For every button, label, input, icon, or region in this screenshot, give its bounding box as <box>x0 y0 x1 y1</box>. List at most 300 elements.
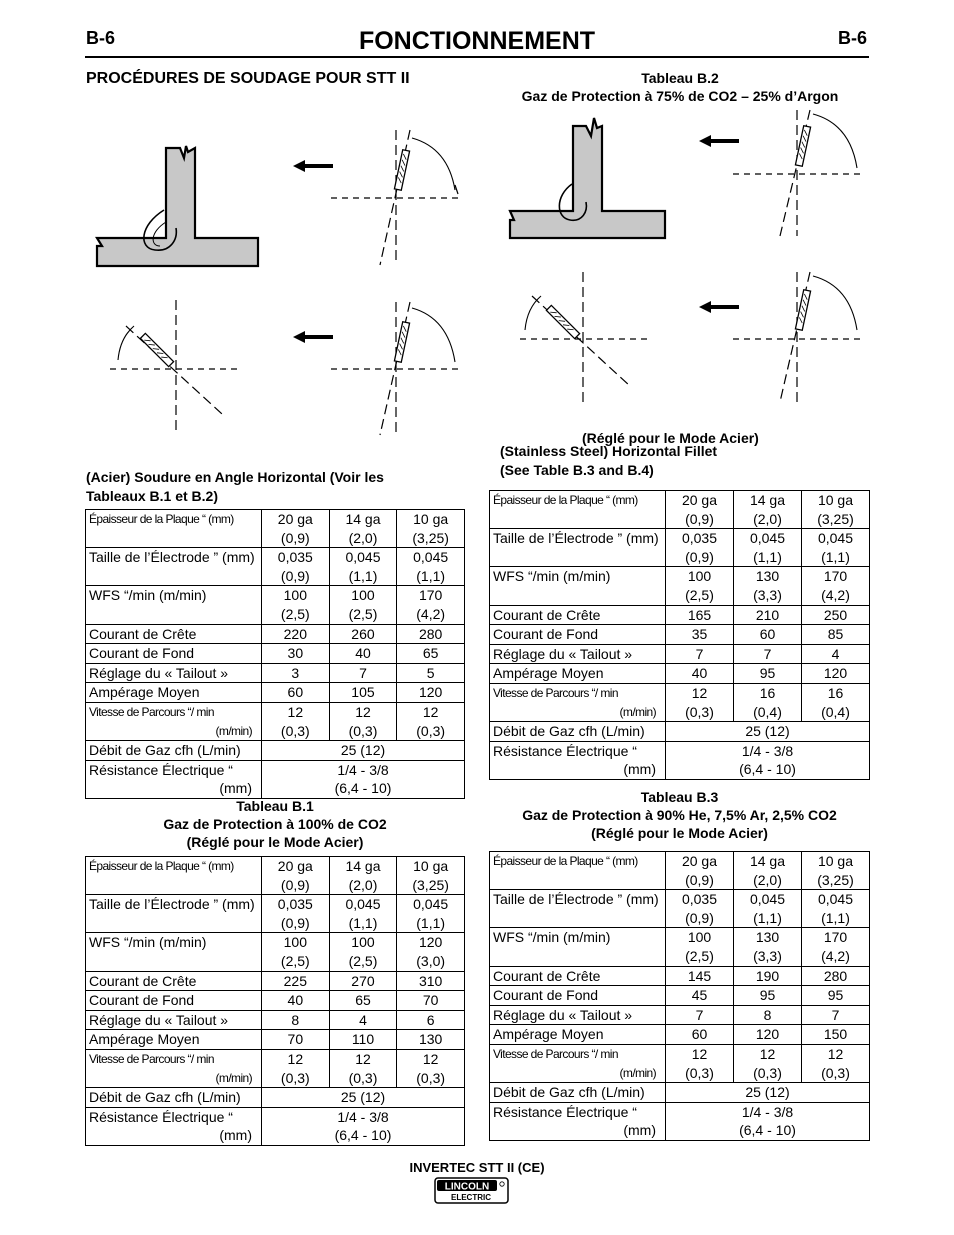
row-label-gas-line1: Débit de Gaz cfh (L/min) <box>89 742 241 759</box>
electrode-value-0 <box>666 890 734 928</box>
travel-value-1-line1: 12 <box>355 703 371 720</box>
table-row <box>86 857 465 895</box>
avg-value-1 <box>734 664 802 684</box>
travel-value-0-line2: (0,3) <box>685 703 714 720</box>
table-row <box>490 852 870 890</box>
electrode-value-0 <box>262 548 330 586</box>
tailout-value-1 <box>329 1010 397 1030</box>
electrode-value-2-line1: 0,045 <box>413 896 449 913</box>
table-row <box>490 644 870 664</box>
wfs-value-2 <box>802 928 870 966</box>
travel-arrow-icon <box>293 331 333 343</box>
travel-value-2-line2: (0,3) <box>416 1069 446 1086</box>
travel-value-0-line1: 12 <box>287 703 304 720</box>
wfs-value-2 <box>397 586 465 624</box>
caption-b3-line1: Tableau B.3 <box>640 789 719 805</box>
gun-angle-diagram-1 <box>331 130 458 265</box>
background-value-1 <box>329 991 397 1011</box>
table-row <box>490 722 870 742</box>
gun-angle-diagram-5 <box>520 272 650 402</box>
table-row <box>490 741 870 779</box>
col-header-0 <box>666 852 734 890</box>
stickout-value-line2: (6,4 - 10) <box>739 761 796 778</box>
peak-value-0 <box>262 624 330 644</box>
electrode-value-0-line1: 0,035 <box>277 896 313 913</box>
stickout-value-line2: (6,4 - 10) <box>334 1127 392 1144</box>
wfs-value-1 <box>734 928 802 966</box>
row-label-travel-line2: (m/min) <box>215 1070 252 1085</box>
wfs-value-0-line2: (2,5) <box>685 947 714 964</box>
wfs-value-2-line2: (3,0) <box>416 952 446 969</box>
col-header-2 <box>397 857 465 895</box>
wfs-value-0-line1: 100 <box>283 934 307 951</box>
gas-value <box>262 741 465 761</box>
electrode-value-0-line2: (0,9) <box>685 909 714 926</box>
tailout-value-0 <box>262 1010 330 1030</box>
background-value-1 <box>734 625 802 645</box>
row-label-travel-line1: Vitesse de Parcours “/ min <box>89 1051 214 1066</box>
wfs-value-0 <box>262 586 330 624</box>
col-header-2-line1: 10 ga <box>413 858 449 874</box>
wfs-value-0-line1: 100 <box>687 929 712 946</box>
travel-value-2-line2: (0,3) <box>416 722 446 739</box>
peak-value-0 <box>666 966 734 986</box>
travel-value-1 <box>329 1049 397 1087</box>
tailout-value-2-line1: 7 <box>831 1006 840 1023</box>
col-header-1 <box>329 510 397 548</box>
caption-b1-line1: Tableau B.1 <box>236 798 314 814</box>
peak-value-1 <box>734 605 802 625</box>
table-row <box>490 890 870 928</box>
gas-value-line1: 25 (12) <box>745 1084 790 1101</box>
electrode-value-1-line2: (1,1) <box>348 914 378 931</box>
row-label-peak <box>86 971 262 991</box>
travel-value-0 <box>666 1044 734 1082</box>
electrode-value-1-line1: 0,045 <box>345 896 381 913</box>
wfs-value-2-line1: 170 <box>418 587 443 604</box>
table-row <box>490 529 870 567</box>
row-label-gas-line1: Débit de Gaz cfh (L/min) <box>493 1084 645 1101</box>
row-label-thickness <box>490 491 666 529</box>
electrode-value-2 <box>802 890 870 928</box>
row-label-travel <box>490 683 666 721</box>
table-row <box>86 1088 465 1108</box>
background-value-0-line1: 30 <box>287 645 304 662</box>
col-header-1-line1: 14 ga <box>749 853 786 869</box>
avg-value-1-line1: 95 <box>759 665 776 682</box>
table-row <box>490 1102 870 1140</box>
travel-value-2-line1: 16 <box>827 684 844 701</box>
wfs-value-1-line2: (3,3) <box>753 586 782 603</box>
row-label-wfs <box>490 567 666 605</box>
tailout-value-2-line1: 6 <box>426 1011 435 1028</box>
travel-value-0-line2: (0,3) <box>280 1069 310 1086</box>
table-row <box>490 1025 870 1045</box>
col-header-0-line2: (0,9) <box>685 510 714 527</box>
wfs-value-0-line1: 100 <box>687 568 712 585</box>
table-row <box>86 971 465 991</box>
electrode-value-0-line2: (0,9) <box>280 567 310 584</box>
footer-model: INVERTEC STT II (CE) <box>409 1160 545 1175</box>
stickout-value-line1: 1/4 - 3/8 <box>741 742 794 759</box>
avg-value-1 <box>329 683 397 703</box>
row-label-peak <box>490 605 666 625</box>
table-row <box>490 664 870 684</box>
peak-value-2 <box>802 966 870 986</box>
wfs-value-1-line1: 130 <box>755 568 780 585</box>
travel-value-0 <box>262 702 330 740</box>
row-label-avg <box>490 1025 666 1045</box>
col-header-0 <box>262 857 330 895</box>
settings-table-1 <box>85 509 465 799</box>
background-value-2 <box>802 986 870 1006</box>
gas-value <box>666 722 870 742</box>
electrode-value-2-line2: (1,1) <box>416 567 446 584</box>
table-row <box>86 1030 465 1050</box>
tailout-value-2-line1: 4 <box>831 645 840 662</box>
gas-value-line1: 25 (12) <box>340 1089 386 1106</box>
row-label-gas <box>490 722 666 742</box>
travel-arrow-icon <box>699 135 739 147</box>
row-label-thickness-line1: Épaisseur de la Plaque “ (mm) <box>493 854 638 868</box>
tee-joint-left <box>97 146 258 266</box>
wfs-value-1-line1: 130 <box>755 929 780 946</box>
electrode-value-2-line1: 0,045 <box>413 549 449 566</box>
travel-value-1-line2: (0,3) <box>348 722 378 739</box>
row-label-stickout <box>86 760 262 798</box>
col-header-0 <box>262 510 330 548</box>
row-label-gas <box>86 1088 262 1108</box>
stickout-value-line2: (6,4 - 10) <box>334 780 392 797</box>
table-row <box>490 928 870 966</box>
avg-value-1-line1: 110 <box>351 1031 375 1048</box>
row-label-gas <box>86 741 262 761</box>
col-header-2-line2: (3,25) <box>412 876 449 893</box>
avg-value-2 <box>397 683 465 703</box>
table-row <box>86 702 465 740</box>
avg-value-2-line1: 120 <box>823 665 848 682</box>
peak-value-1-line1: 270 <box>351 972 375 989</box>
col-header-0-line1: 20 ga <box>277 858 313 874</box>
tailout-value-2 <box>397 663 465 683</box>
peak-value-1 <box>734 966 802 986</box>
settings-table-2 <box>85 856 465 1146</box>
travel-value-1-line1: 16 <box>759 684 776 701</box>
row-label-stickout-line1: Résistance Électrique “ <box>89 1108 233 1125</box>
tailout-value-1-line1: 4 <box>359 1011 367 1028</box>
travel-value-2-line2: (0,3) <box>821 1064 850 1081</box>
row-label-background-line1: Courant de Fond <box>89 645 195 662</box>
gun-angle-diagram-6 <box>733 272 860 402</box>
gas-value-line1: 25 (12) <box>340 742 386 759</box>
tailout-value-0-line1: 3 <box>291 664 300 681</box>
col-header-1-line2: (2,0) <box>348 876 378 893</box>
electrode-value-2 <box>397 895 465 933</box>
peak-value-1-line1: 210 <box>755 606 780 623</box>
row-label-stickout-line2: (mm) <box>219 1127 252 1144</box>
page-code-left: B-6 <box>86 28 116 48</box>
col-header-2 <box>802 491 870 529</box>
background-value-1-line1: 60 <box>759 626 776 643</box>
lincoln-electric-logo <box>434 1177 509 1204</box>
table-row <box>86 624 465 644</box>
caption-b1-line3: (Réglé pour le Mode Acier) <box>186 834 364 850</box>
caption-left-line2: Tableaux B.1 et B.2) <box>86 488 219 504</box>
travel-value-0-line1: 12 <box>691 684 708 701</box>
row-label-background-line1: Courant de Fond <box>493 626 599 643</box>
row-label-avg-line1: Ampérage Moyen <box>89 684 200 701</box>
wfs-value-2-line2: (4,2) <box>416 605 446 622</box>
row-label-travel <box>86 702 262 740</box>
row-label-stickout-line1: Résistance Électrique “ <box>493 742 637 759</box>
tailout-value-2 <box>802 1005 870 1025</box>
electrode-value-0-line2: (0,9) <box>685 548 714 565</box>
electrode-value-0-line2: (0,9) <box>280 914 310 931</box>
wfs-value-2-line2: (4,2) <box>821 586 850 603</box>
travel-value-1 <box>734 1044 802 1082</box>
row-label-stickout-line2: (mm) <box>623 761 656 778</box>
row-label-electrode-line1: Taille de l’Électrode ” (mm) <box>493 891 659 908</box>
tee-joint-right <box>510 118 665 238</box>
tailout-value-0-line1: 8 <box>291 1011 300 1028</box>
avg-value-2-line1: 150 <box>823 1026 848 1043</box>
row-label-peak <box>86 624 262 644</box>
travel-value-1-line2: (0,3) <box>753 1064 782 1081</box>
electrode-value-1 <box>329 548 397 586</box>
col-header-0-line1: 20 ga <box>681 853 718 869</box>
col-header-1-line1: 14 ga <box>749 492 786 508</box>
background-value-0 <box>262 991 330 1011</box>
stickout-value-line2: (6,4 - 10) <box>739 1122 796 1139</box>
caption-right-line2: (See Table B.3 and B.4) <box>500 462 654 478</box>
table-row <box>490 683 870 721</box>
background-value-2-line1: 70 <box>422 992 439 1009</box>
row-label-travel <box>86 1049 262 1087</box>
background-value-2 <box>397 644 465 664</box>
logo-bottom-text: ELECTRIC <box>451 1193 491 1202</box>
row-label-travel-line1: Vitesse de Parcours “/ min <box>493 685 618 700</box>
travel-value-1-line2: (0,3) <box>348 1069 378 1086</box>
electrode-value-2-line1: 0,045 <box>817 530 854 547</box>
tailout-value-2 <box>397 1010 465 1030</box>
table-row <box>86 644 465 664</box>
wfs-value-1-line2: (2,5) <box>348 952 378 969</box>
col-header-0 <box>666 491 734 529</box>
background-value-0-line1: 35 <box>691 626 708 643</box>
caption-right-line1: (Stainless Steel) Horizontal Fillet <box>500 443 718 459</box>
row-label-peak <box>490 966 666 986</box>
background-value-1 <box>734 986 802 1006</box>
wfs-value-2-line2: (4,2) <box>821 947 850 964</box>
background-value-2-line1: 95 <box>827 987 844 1004</box>
table-row <box>490 966 870 986</box>
table-row <box>86 1049 465 1087</box>
col-header-1 <box>329 857 397 895</box>
travel-value-1 <box>734 683 802 721</box>
gun-angle-diagram-3 <box>331 302 458 435</box>
wfs-value-0-line2: (2,5) <box>685 586 714 603</box>
table-row <box>490 1005 870 1025</box>
electrode-value-0-line1: 0,035 <box>277 549 313 566</box>
row-label-wfs <box>86 586 262 624</box>
electrode-value-0 <box>666 529 734 567</box>
table-row <box>86 933 465 971</box>
gun-angle-diagram-2 <box>110 300 240 435</box>
caption-table-b3 <box>489 788 870 842</box>
wfs-value-0 <box>666 928 734 966</box>
row-label-travel <box>490 1044 666 1082</box>
electrode-value-2-line2: (1,1) <box>416 914 446 931</box>
row-label-travel-line2: (m/min) <box>215 723 252 738</box>
caption-table-b1 <box>85 797 465 851</box>
electrode-value-1-line2: (1,1) <box>753 909 782 926</box>
col-header-0-line1: 20 ga <box>681 492 718 508</box>
avg-value-0 <box>666 664 734 684</box>
row-label-electrode <box>86 548 262 586</box>
wfs-value-2-line1: 120 <box>418 934 443 951</box>
avg-value-1 <box>734 1025 802 1045</box>
row-label-thickness <box>86 510 262 548</box>
electrode-value-1 <box>734 890 802 928</box>
electrode-value-1-line1: 0,045 <box>749 891 786 908</box>
peak-value-0-line1: 145 <box>687 967 712 984</box>
row-label-tailout <box>490 1005 666 1025</box>
row-label-gas-line1: Débit de Gaz cfh (L/min) <box>89 1089 241 1106</box>
stickout-value-line1: 1/4 - 3/8 <box>337 1108 389 1125</box>
electrode-value-0 <box>262 895 330 933</box>
wfs-value-0 <box>262 933 330 971</box>
avg-value-1-line1: 120 <box>755 1026 780 1043</box>
col-header-2-line2: (3,25) <box>412 529 449 546</box>
travel-value-0-line2: (0,3) <box>280 722 310 739</box>
table-row <box>490 625 870 645</box>
wfs-value-0-line2: (2,5) <box>280 952 310 969</box>
row-label-thickness <box>490 852 666 890</box>
row-label-peak-line1: Courant de Crête <box>493 967 601 984</box>
tailout-value-0-line1: 7 <box>695 1006 704 1023</box>
peak-value-0 <box>262 971 330 991</box>
electrode-value-2-line2: (1,1) <box>821 548 850 565</box>
row-label-background <box>490 625 666 645</box>
page-code-right: B-6 <box>838 28 868 48</box>
row-label-peak-line1: Courant de Crête <box>89 972 197 989</box>
electrode-value-2-line2: (1,1) <box>821 909 850 926</box>
avg-value-1 <box>329 1030 397 1050</box>
row-label-avg <box>490 664 666 684</box>
peak-value-0-line1: 220 <box>283 625 307 642</box>
row-label-tailout-line1: Réglage du « Tailout » <box>493 645 633 662</box>
table-row <box>490 491 870 529</box>
tailout-value-0 <box>666 644 734 664</box>
row-label-gas-line1: Débit de Gaz cfh (L/min) <box>493 723 645 740</box>
electrode-value-1 <box>329 895 397 933</box>
row-label-stickout-line2: (mm) <box>219 780 252 797</box>
stickout-value-line1: 1/4 - 3/8 <box>741 1103 794 1120</box>
row-label-tailout-line1: Réglage du « Tailout » <box>89 1011 229 1028</box>
row-label-gas <box>490 1083 666 1103</box>
electrode-value-0-line1: 0,035 <box>681 891 718 908</box>
peak-value-0-line1: 165 <box>687 606 712 623</box>
col-header-0-line2: (0,9) <box>685 871 714 888</box>
wfs-value-2 <box>802 567 870 605</box>
background-value-1 <box>329 644 397 664</box>
wfs-value-2-line1: 170 <box>823 568 848 585</box>
wfs-value-0 <box>666 567 734 605</box>
col-header-2-line1: 10 ga <box>817 853 854 869</box>
wfs-value-1 <box>734 567 802 605</box>
travel-value-2-line1: 12 <box>827 1045 844 1062</box>
electrode-value-1-line1: 0,045 <box>749 530 786 547</box>
gas-value-line1: 25 (12) <box>745 723 790 740</box>
tailout-value-1 <box>734 644 802 664</box>
avg-value-0 <box>262 683 330 703</box>
background-value-1-line1: 40 <box>355 645 371 662</box>
wfs-value-2-line1: 170 <box>823 929 848 946</box>
row-label-avg-line1: Ampérage Moyen <box>493 1026 604 1043</box>
row-label-wfs-line1: WFS “/min (m/min) <box>493 568 611 585</box>
travel-value-1-line1: 12 <box>759 1045 776 1062</box>
row-label-tailout <box>490 644 666 664</box>
col-header-0-line2: (0,9) <box>280 876 310 893</box>
travel-value-1-line2: (0,4) <box>753 703 782 720</box>
stickout-value-line1: 1/4 - 3/8 <box>337 761 389 778</box>
col-header-2-line1: 10 ga <box>413 511 449 527</box>
avg-value-2-line1: 130 <box>418 1031 443 1048</box>
table-row <box>490 567 870 605</box>
row-label-tailout <box>86 1010 262 1030</box>
row-label-electrode <box>490 890 666 928</box>
wfs-value-1-line2: (2,5) <box>348 605 378 622</box>
table-row <box>86 741 465 761</box>
background-value-2 <box>397 991 465 1011</box>
col-header-1-line2: (2,0) <box>753 871 782 888</box>
peak-value-1-line1: 260 <box>351 625 375 642</box>
row-label-wfs-line1: WFS “/min (m/min) <box>89 934 207 951</box>
caption-b3-line3: (Réglé pour le Mode Acier) <box>591 825 768 841</box>
row-label-background <box>490 986 666 1006</box>
electrode-value-1-line2: (1,1) <box>348 567 378 584</box>
row-label-stickout-line1: Résistance Électrique “ <box>493 1103 637 1120</box>
table-row <box>490 1044 870 1082</box>
row-label-avg <box>86 683 262 703</box>
col-header-1-line1: 14 ga <box>345 511 381 527</box>
caption-b1-line2: Gaz de Protection à 100% de CO2 <box>163 816 387 832</box>
tailout-value-2-line1: 5 <box>426 664 435 681</box>
travel-value-0-line1: 12 <box>287 1050 304 1067</box>
wfs-value-1 <box>329 586 397 624</box>
avg-value-0 <box>262 1030 330 1050</box>
table-row <box>86 683 465 703</box>
avg-value-2 <box>802 1025 870 1045</box>
background-value-0 <box>666 625 734 645</box>
wfs-value-1-line1: 100 <box>351 587 375 604</box>
table-row <box>86 1107 465 1145</box>
row-label-electrode-line1: Taille de l’Électrode ” (mm) <box>89 896 255 913</box>
wfs-value-0-line1: 100 <box>283 587 307 604</box>
avg-value-0-line1: 40 <box>691 665 708 682</box>
row-label-wfs <box>86 933 262 971</box>
row-label-peak-line1: Courant de Crête <box>493 606 601 623</box>
table-row <box>86 895 465 933</box>
col-header-2-line2: (3,25) <box>817 510 854 527</box>
peak-value-1-line1: 190 <box>755 967 780 984</box>
row-label-avg-line1: Ampérage Moyen <box>493 665 604 682</box>
row-label-thickness-line1: Épaisseur de la Plaque “ (mm) <box>89 512 234 526</box>
row-label-travel-line2: (m/min) <box>619 1065 656 1080</box>
row-label-travel-line1: Vitesse de Parcours “/ min <box>493 1046 618 1061</box>
electrode-value-1 <box>734 529 802 567</box>
table-row <box>86 663 465 683</box>
